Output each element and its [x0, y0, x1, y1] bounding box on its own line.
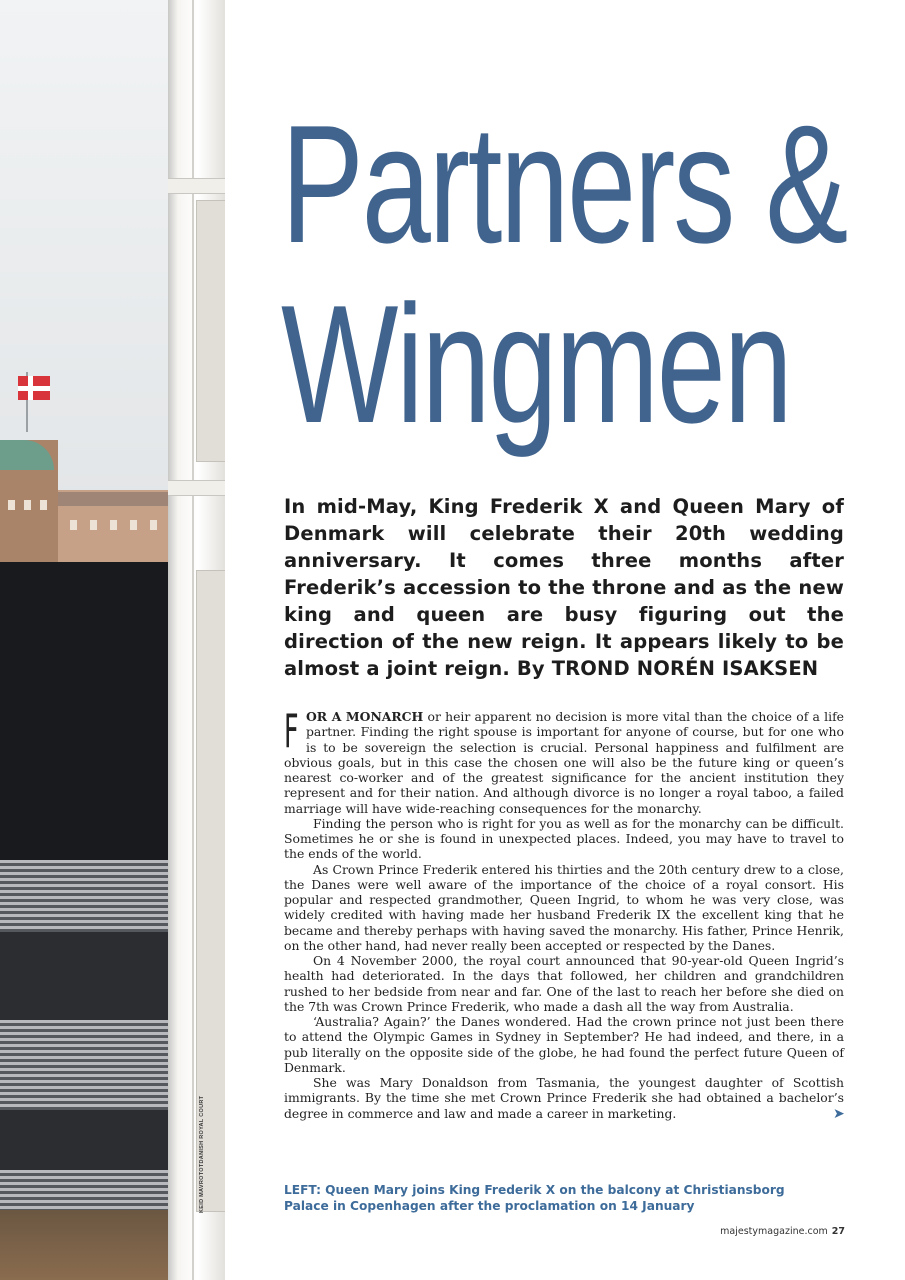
body-paragraph: As Crown Prince Frederik entered his thirties and the 20th century drew to a close, the Danes were well aware of the importance of the choice of a royal consort. His popular and respected grandmother, Queen Ingrid, to whom he was very close, was widely credited with having made her husband Frederik IX the excellent king that he became and thereby perhaps with having saved the monarchy. His father, Prince Henrik, on the other hand, had never really been accepted or respected by the Danes. — [284, 861, 844, 953]
body-paragraph: ‘Australia? Again?’ the Danes wondered. Had the crown prince not just been there to attend the Olympic Games in Sydney in September? He had indeed, and there, in a pub literally on the opposite side of the globe, he had found the perfect future Queen of Denmark. — [284, 1014, 844, 1075]
photo-wall — [0, 932, 168, 1020]
title-line-1: Partners & — [281, 90, 847, 278]
photo-balustrade — [0, 1020, 168, 1110]
balcony-photo — [0, 0, 225, 1280]
drop-cap: F — [284, 704, 299, 758]
danish-flag — [18, 376, 50, 400]
door-panel — [196, 200, 225, 462]
article-title — [281, 90, 847, 458]
photo-roof — [58, 492, 170, 506]
article-body — [284, 704, 844, 1121]
page-footer — [720, 1226, 845, 1237]
lead-in: OR A MONARCH — [306, 709, 424, 724]
standfirst-text: In mid-May, King Frederik X and Queen Mary of Denmark will celebrate their 20th wedding anniversary. It comes three months after Frederik’s accession to the throne and as the new king and queen are busy figuring out the direction of the new reign. It appears likely to be almost a joint reign. — [284, 495, 844, 680]
photo-balustrade — [0, 860, 168, 932]
photo-interior — [0, 562, 168, 862]
photo-balustrade — [0, 1170, 168, 1210]
body-paragraph — [284, 704, 844, 816]
continue-arrow-icon: ➤ — [833, 1106, 845, 1122]
body-paragraph: On 4 November 2000, the royal court announced that 90-year-old Queen Ingrid’s health had deteriorated. In the days that followed, her children and grandchildren rushed to her bedside from near and far. One of the last to reach her before she died on the 7th was Crown Prince Frederik, who made a dash all the way from Australia. — [284, 953, 844, 1014]
photo-window — [130, 520, 137, 530]
photo-wall — [0, 1110, 168, 1170]
door-frame-bar — [168, 178, 225, 194]
photo-window — [8, 500, 15, 510]
footer-site: majestymagazine.com — [720, 1226, 828, 1237]
photo-window — [70, 520, 77, 530]
door-frame-bar — [168, 480, 225, 496]
photo-window — [40, 500, 47, 510]
photo-window — [110, 520, 117, 530]
photo-window — [24, 500, 31, 510]
body-paragraph: She was Mary Donaldson from Tasmania, the youngest daughter of Scottish immigrants. By the time she met Crown Prince Frederik she had obtained a bachelor’s degree in commerce and law and made a career in marketing. — [284, 1075, 844, 1121]
page-number: 27 — [831, 1226, 845, 1237]
photo-caption: LEFT: Queen Mary joins King Frederik X on the balcony at Christiansborg Palace in Copenhagen after the proclamation on 14 January — [284, 1183, 785, 1213]
photo-window — [90, 520, 97, 530]
photo-window — [150, 520, 157, 530]
standfirst — [284, 493, 844, 682]
title-line-2: Wingmen — [281, 270, 791, 458]
byline-prefix: By — [516, 657, 545, 680]
photo-credit: KEID MAVROTOTDANISH ROYAL COURT — [199, 1095, 205, 1213]
byline-name: TROND NORÉN ISAKSEN — [551, 657, 819, 680]
paragraph-text: or heir apparent no decision is more vital than the choice of a life partner. Finding the right spouse is important for anyone of course, but for one who is to be sovereign the selection is crucial. Personal happiness and fulfilment are obvious goals, but in this case the chosen one will also be the future king or queen’s nearest co-worker and of the greatest significance for the ancient institution they represent and for their nation. And although divorce is no longer a royal taboo, a failed marriage will have wide-reaching consequences for the monarchy. — [284, 709, 844, 816]
body-paragraph: Finding the person who is right for you as well as for the monarchy can be difficult. Sometimes he or she is found in unexpected places. Indeed, you may have to travel to the ends of the world. — [284, 815, 844, 862]
